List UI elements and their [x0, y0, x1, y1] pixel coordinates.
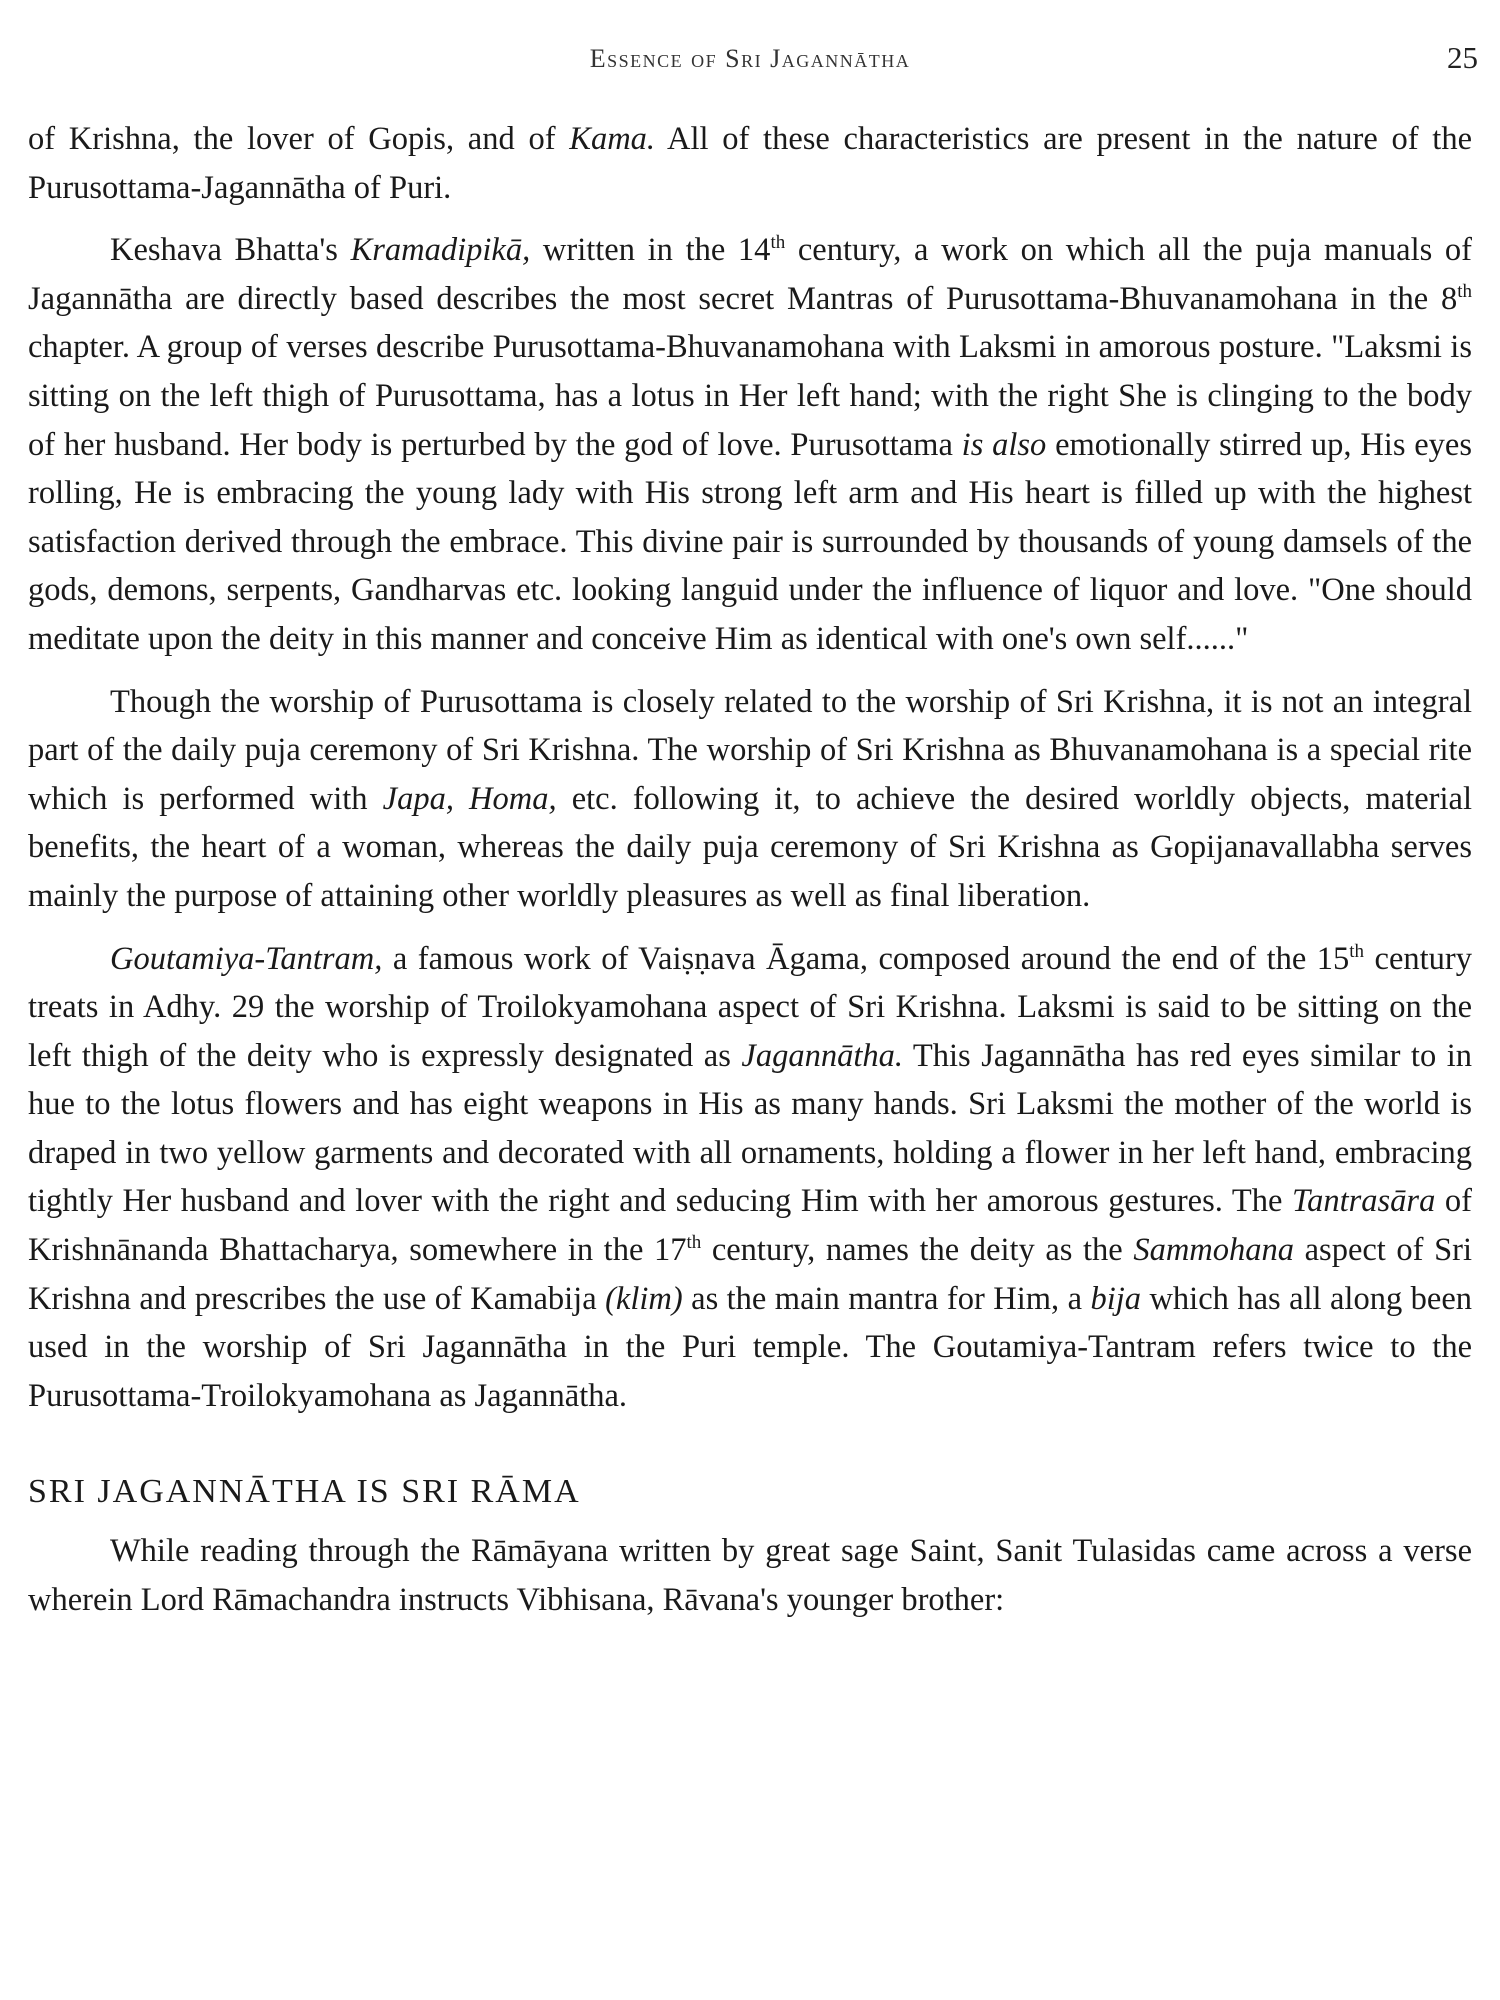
- italic-term: Japa, Homa,: [382, 780, 557, 817]
- text-run: as the main mantra for Him, a: [682, 1280, 1091, 1317]
- page-number: 25: [1447, 40, 1478, 75]
- running-title: Essence of Sri Jagannātha: [589, 44, 911, 73]
- text-run: of Krishna, the lover of Gopis, and of: [28, 121, 570, 157]
- text-run: While reading through the Rāmāyana written by great sage Saint, Sanit Tulasidas came across a verse wherein Lord Rāmachandra instructs Vibhisana, Rāvana's younger brother:: [28, 1533, 1472, 1618]
- text-run: a famous work of Vaiṣṇava Āgama, composed around the end of the 15: [382, 940, 1350, 977]
- italic-term: Tantrasāra: [1292, 1183, 1436, 1220]
- italic-term: Kama.: [569, 121, 656, 157]
- text-run: century treats in Adhy. 29 the worship of Troilokyamohana aspect of Sri Krishna. Laksmi is said to be sitting on the left thigh of the deity who is expressly designated as: [28, 940, 1472, 1074]
- ordinal-superscript: th: [770, 232, 786, 254]
- paragraph-continued: [28, 115, 1472, 212]
- paragraph-ramayana: [28, 1527, 1472, 1624]
- ordinal-superscript: th: [1349, 940, 1365, 962]
- paragraph-goutamiya-tantram: [28, 935, 1472, 1421]
- italic-term: Jagannātha.: [741, 1037, 903, 1074]
- italic-term: Sammohana: [1133, 1232, 1295, 1269]
- text-run: aspect of Sri Krishna and prescribes the use of Kamabija: [28, 1232, 1472, 1317]
- text-run: emotionally stirred up, His eyes rolling, He is embracing the young lady with His strong left arm and His heart is filled up with the highest satisfaction derived through the embrace. This divine pair is surrounded by thousands of young damsels of the gods, demons, serpents, Gandharvas etc. looking languid under the influence of liquor and love. "One should meditate upon the deity in this manner and conceive Him as identical with one's own self......": [28, 426, 1473, 657]
- ordinal-superscript: th: [686, 1232, 702, 1254]
- text-run: Though the worship of Purusottama is closely related to the worship of Sri Krishna, it is not an integral part of the daily puja ceremony of Sri Krishna. The worship of Sri Krishna as Bhuvanamohana is a special rite which is performed with: [28, 683, 1472, 817]
- italic-term: bija: [1090, 1280, 1142, 1317]
- text-run: of Krishnānanda Bhattacharya, somewhere in the 17: [28, 1183, 1472, 1269]
- text-run: century, a work on which all the puja manuals of Jagannātha are directly based describes the most secret Mantras of Purusottama-Bhuvanamohana in the 8: [28, 232, 1473, 317]
- text-run: written in the 14: [530, 232, 771, 269]
- paragraph-kramadipika: [28, 226, 1472, 663]
- paragraph-purusottama-worship: [28, 678, 1472, 921]
- italic-term: Goutamiya-Tantram,: [110, 940, 383, 977]
- text-run: All of these characteristics are present in the nature of the Purusottama-Jagannātha of Puri.: [28, 121, 1473, 206]
- running-head: [0, 40, 1500, 80]
- text-run: chapter. A group of verses describe Purusottama-Bhuvanamohana with Laksmi in amorous posture. "Laksmi is sitting on the left thigh of Purusottama, has a lotus in Her left hand; with the right She is clinging to the body of her husband. Her body is perturbed by the god of love. Purusottama: [28, 329, 1472, 463]
- italic-term: is also: [961, 426, 1047, 463]
- text-run: century, names the deity as the: [701, 1232, 1134, 1269]
- ordinal-superscript: th: [1457, 280, 1472, 302]
- italic-term: Kramadipikā,: [350, 232, 531, 269]
- text-run: etc. following it, to achieve the desired worldly objects, material benefits, the heart of a woman, whereas the daily puja ceremony of Sri Krishna as Gopijanavallabha serves mainly the purpose of attaining other worldly pleasures as well as final liberation.: [28, 780, 1472, 914]
- text-run: which has all along been used in the worship of Sri Jagannātha in the Puri temple. The Goutamiya-Tantram refers twice to the Purusottama-Troilokyamohana as Jagannātha.: [28, 1280, 1473, 1414]
- section-heading: SRI JAGANNĀTHA IS SRI RĀMA: [28, 1473, 581, 1511]
- italic-term: (klim): [605, 1280, 683, 1317]
- text-run: Keshava Bhatta's: [110, 232, 351, 269]
- body-text: [28, 115, 1472, 1624]
- text-run: This Jagannātha has red eyes similar to in hue to the lotus flowers and has eight weapons in His as many hands. Sri Laksmi the mother of the world is draped in two yellow garments and decorated with all ornaments, holding a flower in her left hand, embracing tightly Her husband and lover with the right and seducing Him with her amorous gestures. The: [28, 1037, 1472, 1220]
